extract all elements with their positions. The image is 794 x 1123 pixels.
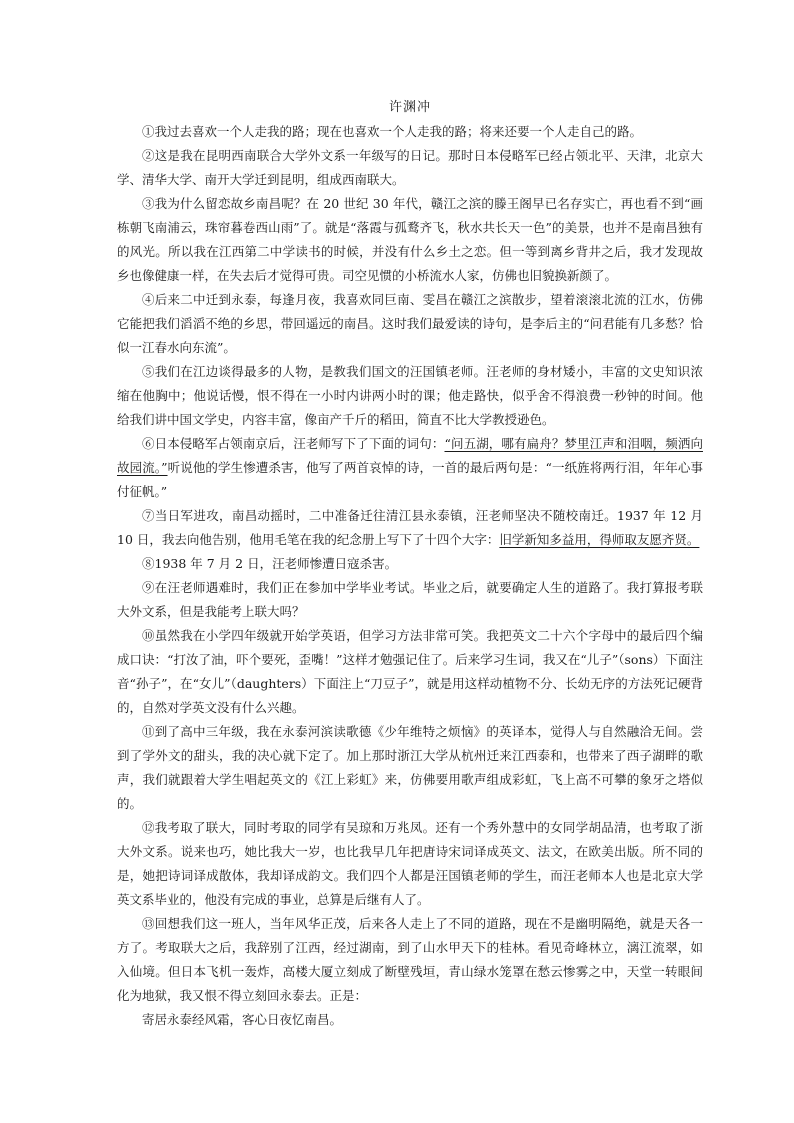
paragraph-10: ⑩虽然我在小学四年级就开始学英语，但学习方法非常可笑。我把英文二十六个字母中的最后四个编成口诀：“打汝了油，吓个要死，歪嘴！”这样才勉强记住了。后来学习生词，我又在“儿子”（sons）下面注音“孙子”，在“女儿”（daughters）下面注上“刀豆子”，就是用这样动植物不分、长幼无序的方法死记硬背的，自然对学英文没有什么兴趣。 — [117, 628, 703, 715]
paragraph-6 — [117, 432, 703, 504]
paragraph-12: ⑫我考取了联大，同时考取的同学有吴琼和万兆凤。还有一个秀外慧中的女同学胡品清，也考取了浙大外文系。说来也巧，她比我大一岁，也比我早几年把唐诗宋词译成英文、法文，在欧美出版。所不同的是，她把诗词译成散体，我却译成韵文。我们四个人都是汪国镇老师的学生，而汪老师本人也是北京大学英文系毕业的，他没有完成的事业，总算是后继有人了。 — [117, 820, 703, 907]
paragraph-13: ⑬回想我们这一班人，当年风华正茂，后来各人走上了不同的道路，现在不是幽明隔绝，就是天各一方了。考取联大之后，我辞别了江西，经过湖南，到了山水甲天下的桂林。看见奇峰林立，漓江流翠，如入仙境。但日本飞机一轰炸，高楼大厦立刻成了断壁残垣，青山绿水笼罩在愁云惨雾之中，天堂一转眼间化为地狱，我又恨不得立刻回永泰去。正是： — [117, 916, 703, 1003]
paragraph-6-intro: ⑥日本侵略军占领南京后，汪老师写下了下面的词句： — [142, 436, 445, 451]
paragraph-7 — [117, 504, 703, 552]
article-title: 许渊冲 — [388, 100, 431, 115]
paragraph-3: ③我为什么留恋故乡南昌呢？在 20 世纪 30 年代，赣江之滨的滕王阁早已名存实亡，再也看不到“画栋朝飞南浦云，珠帘暮卷西山雨”了。就是“落霞与孤鹜齐飞，秋水共长天一色”的美景，也并不是南昌独有的风光。所以我在江西第二中学读书的时候，并没有什么乡土之恋。但一等到离乡背井之后，我才发现故乡也像健康一样，在失去后才觉得可贵。司空见惯的小桥流水人家，仿佛也旧貌换新颜了。 — [117, 196, 703, 283]
paragraph-9: ⑨在汪老师遇难时，我们正在参加中学毕业考试。毕业之后，就要确定人生的道路了。我打算报考联大外文系，但是我能考上联大吗？ — [117, 580, 703, 619]
paragraph-4: ④后来二中迁到永泰，每逢月夜，我喜欢同巨南、雯昌在赣江之滨散步，望着滚滚北流的江水，仿佛它能把我们滔滔不绝的乡思，带回遥远的南昌。这时我们最爱读的诗句，是李后主的“问君能有几多愁？恰似一江春水向东流”。 — [117, 292, 703, 355]
paragraph-5: ⑤我们在江边谈得最多的人物，是教我们国文的汪国镇老师。汪老师的身材矮小，丰富的文史知识浓缩在他胸中；他说话慢，恨不得在一小时内讲两小时的课；他走路快，似乎舍不得浪费一秒钟的时间。他给我们讲中国文学史，内容丰富，像亩产千斤的稻田，简直不比大学教授逊色。 — [117, 364, 703, 427]
underlined-poem: “问五湖，哪有扁舟？梦里江声和泪咽，频洒向故园流。” — [117, 436, 703, 475]
paragraph-2: ②这是我在昆明西南联合大学外文系一年级写的日记。那时日本侵略军已经占领北平、天津，北京大学、清华大学、南开大学迁到昆明，组成西南联大。 — [117, 148, 703, 187]
paragraph-8: ⑧1938 年 7 月 2 日，汪老师惨遭日寇杀害。 — [142, 556, 398, 571]
paragraph-1: ①我过去喜欢一个人走我的路；现在也喜欢一个人走我的路；将来还要一个人走自己的路。 — [142, 124, 643, 139]
closing-verse: 寄居永泰经风霜，客心日夜忆南昌。 — [142, 1012, 343, 1027]
paragraph-6-rest: 听说他的学生惨遭杀害，他写了两首哀悼的诗，一首的最后两句是：“一纸旌将两行泪，年年心事付征帆。” — [117, 460, 703, 499]
paragraph-11: ⑪到了高中三年级，我在永泰河滨读歌德《少年维特之烦恼》的英译本，觉得人与自然融洽无间。尝到了学外文的甜头，我的决心就下定了。加上那时浙江大学从杭州迁来江西泰和，也带来了西子湖畔的歌声，我们就跟着大学生唱起英文的《江上彩虹》来，仿佛要用歌声组成彩虹，飞上高不可攀的象牙之塔似的。 — [117, 724, 703, 811]
paragraph-7-intro: ⑦当日军进攻，南昌动摇时，二中准备迁往清江县永泰镇，汪老师坚决不随校南迁。1937 年 12 月 10 日，我去向他告别，他用毛笔在我的纪念册上写下了十四个大字： — [117, 508, 703, 547]
article — [117, 96, 703, 1032]
underlined-motto: 旧学新知多益用，得师取友愿齐贤。 — [499, 532, 700, 547]
